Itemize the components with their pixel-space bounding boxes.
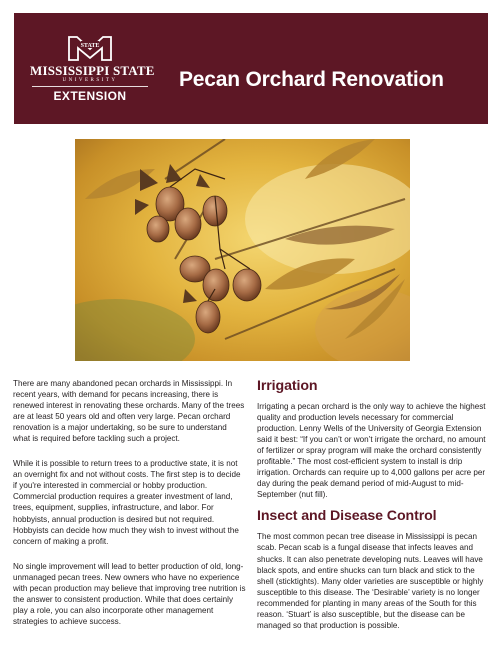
paragraph: While it is possible to return trees to a productive state, it is not an overnight fix and not without costs. The first step is to decide if you're interested in commercial or hobby production. Commercial production requires a greater investment of land, trees, equipment, supplies, infrastructure, and labor. For hobbyists, annual production is desired but not required. Hobbyists can decide how much they wish to invest without the concern of making a profit. — [13, 459, 241, 546]
logo-university-name: MISSISSIPPI STATE — [30, 63, 155, 78]
svg-text:STATE: STATE — [80, 43, 100, 49]
logo-university-label: UNIVERSITY — [62, 78, 118, 83]
right-column — [257, 378, 490, 639]
section-text-irrigation: Irrigating a pecan orchard is the only way to achieve the highest quality and production levels necessary for commercial production. Lenny Wells of the University of Georgia Extension said it best: “If you can’t or won’t irrigate the orchard, no amount of fertilizer or spray program will make the orchard consistently profitable.” The most cost-efficient system to install is drip irrigation. Orchards can require up to 4,000 gallons per acre per day during the peak demand period of mid-August to mid-September (nut fill). — [257, 402, 486, 500]
page-title: Pecan Orchard Renovation — [179, 68, 444, 91]
header-banner — [14, 13, 488, 124]
msu-extension-logo — [30, 35, 155, 110]
m-state-mark-icon — [67, 35, 113, 61]
left-column — [13, 378, 246, 641]
section-text-insect-disease: The most common pecan tree disease in Mississippi is pecan scab. Pecan scab is a fungal disease that infects leaves and shucks. It can also penetrate developing nuts. Leaves will have black spots, and entire shucks can turn black and stick to the shell (sticktights). Many older varieties are susceptible or highly susceptible to this disease. The ‘Desirable’ variety is no longer recommended for planting in many areas of the South for this reason. ‘Stuart’ is also susceptible, but the disease can be managed so that production is possible. — [257, 532, 484, 630]
section-heading-irrigation: Irrigation — [257, 378, 318, 394]
pecan-photo-illustration — [75, 139, 410, 361]
paragraph: No single improvement will lead to better production of old, long-unmanaged pecan trees. New owners who have no experience with pecan production may believe that improving tree nutrition is the answer to consistent production. While that does certainly play a role, you can also incorporate other management strategies to achieve success. — [13, 561, 246, 626]
section-heading-insect-disease: Insect and Disease Control — [257, 508, 437, 525]
pecan-photo — [75, 139, 410, 361]
paragraph: There are many abandoned pecan orchards in Mississippi. In recent years, with demand for pecans increasing, there is renewed interest in renovating these orchards. Many of the trees are at least 50 years old and often very large. Pecan orchard renovation is a major undertaking, so be sure to understand what is required before tackling such a project. — [13, 379, 245, 444]
logo-extension-label: EXTENSION — [53, 89, 127, 103]
logo-divider — [32, 86, 148, 87]
